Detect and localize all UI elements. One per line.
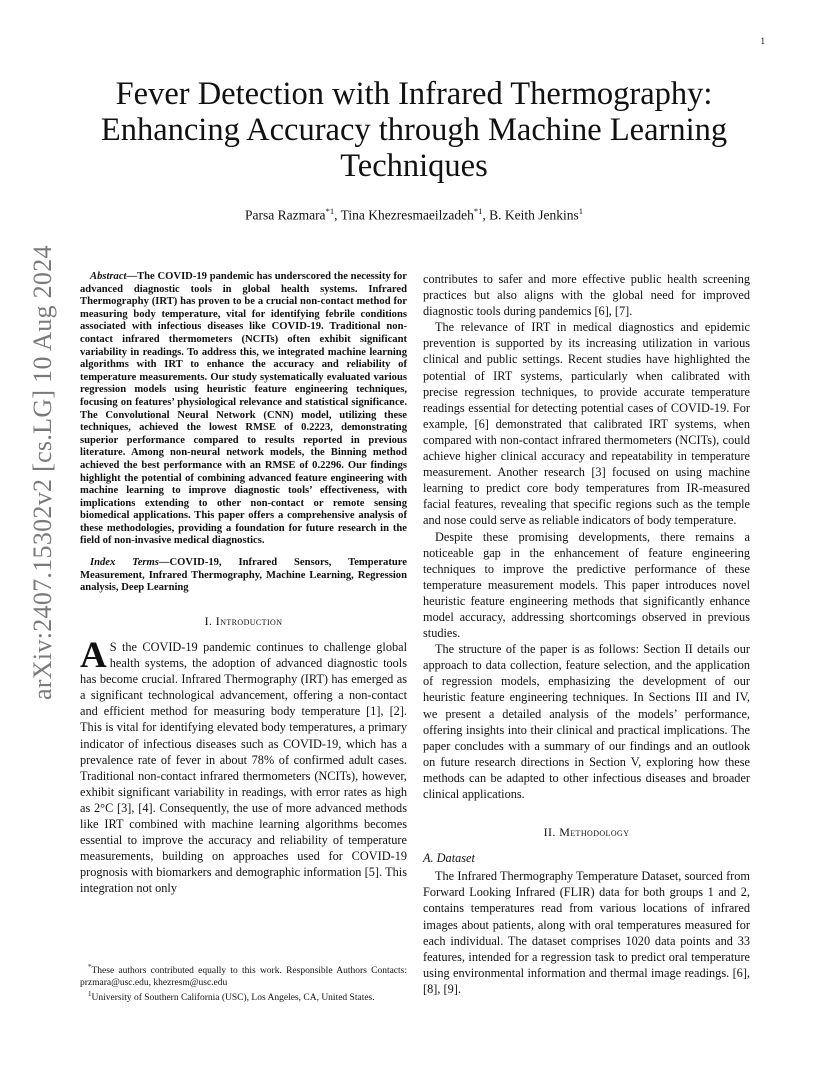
intro-paragraph-text: S the COVID-19 pandemic continues to challenge global health systems, the adoption of advanced diagnostic tools has become crucial. Infrared Thermography (IRT) has emerged as a significant technological advancement, offering a non-contact and efficient method for measuring body temperature [1], [2]. This is vital for identifying elevated body temperatures, a primary indicator of infectious diseases such as COVID-19, which has a prevalence rate of fever in about 78% of confirmed adult cases. Traditional non-contact infrared thermometers (NCITs), however, exhibit significant variability in readings, with error rates as high as 2°C [3], [4]. Consequently, the use of more advanced methods like IRT combined with machine learning algorithms becomes essential to improve the accuracy and reliability of temperature measurements, building on approaches used for COVID-19 prognosis with biomarkers and demographic information [5]. This integration not only <box>80 639 407 896</box>
footnote <box>80 962 407 989</box>
index-terms <box>80 557 407 595</box>
abstract-text: —The COVID-19 pandemic has underscored the necessity for advanced diagnostic tools in global health systems. Infrared Thermography (IRT) has proven to be a crucial non-contact method for measuring body temperature, vital for identifying febrile conditions associated with infectious diseases like COVID-19. Traditional non-contact infrared thermometers (NCITs) often exhibit significant variability in readings. To address this, we integrated machine learning algorithms with IRT to enhance the accuracy and reliability of temperature measurements. Our study systematically evaluated various regression models using heuristic feature engineering techniques, focusing on features’ physiological relevance and statistical significance. The Convolutional Neural Network (CNN) model, utilizing these techniques, achieved the lowest RMSE of 0.2223, demonstrating superior performance compared to results reported in previous literature. Among non-neural network models, the Binning method achieved the best performance with an RMSE of 0.2296. Our findings highlight the potential of combining advanced feature engineering with machine learning to improve diagnostic tools’ effectiveness, with implications extending to other non-contact or remote sensing biomedical applications. This paper offers a comprehensive analysis of these methodologies, providing a foundation for future research in the field of non-invasive medical diagnostics. <box>80 271 407 547</box>
author-name: B. Keith Jenkins <box>489 207 579 223</box>
abstract-label: Abstract <box>90 271 127 282</box>
arxiv-identifier: arXiv:2407.15302v2 [cs.LG] 10 Aug 2024 <box>28 245 57 700</box>
page-number: 1 <box>760 36 765 46</box>
section-heading-methodology: II. Methodology <box>543 825 630 840</box>
abstract <box>80 271 407 548</box>
author-separator: , <box>482 207 490 223</box>
index-terms-text: —COVID-19, Infrared Sensors, Temperature Measurement, Infrared Thermography, Machine Learning, Regression analysis, Deep Learning <box>80 557 407 594</box>
paper-title: Fever Detection with Infrared Thermography: Enhancing Accuracy through Machine Learning Techniques <box>100 76 728 184</box>
index-terms-label: Index Terms <box>90 557 159 569</box>
affiliation-mark: *1 <box>473 206 483 216</box>
drop-cap: A <box>80 634 107 676</box>
intro-paragraph-continued: contributes to safer and more effective public health screening practices but also aligns with the global need for improved diagnostic tools during pandemics [6], [7]. <box>423 272 750 319</box>
affiliation-mark: *1 <box>325 206 335 216</box>
intro-paragraph: Despite these promising developments, there remains a noticeable gap in the enhancement of feature engineering techniques to improve the predictive performance of these temperature measurement models. This paper introduces novel heuristic feature engineering methods that significantly enhance model accuracy, addressing shortcomings observed in previous studies. <box>423 529 750 641</box>
intro-paragraph: The relevance of IRT in medical diagnostics and epidemic prevention is supported by its increasing utilization in various clinical and public settings. Recent studies have highlighted the potential of IRT systems, particularly when calibrated with precise regression techniques, to provide accurate temperature readings essential for detecting potential cases of COVID-19. For example, [6] demonstrated that calibrated IRT systems, when compared with non-contact infrared thermometers (NCITs), could achieve higher clinical accuracy and repeatability in temperature measurement. Another research [3] focused on using machine learning to predict core body temperatures from IR-measured facial features, revealing that specific regions such as the temple and nose could serve as reliable indicators of body temperature. <box>423 320 750 528</box>
left-column <box>80 271 407 896</box>
author-name: Tina Khezresmaeilzadeh <box>340 207 474 223</box>
intro-paragraph: The structure of the paper is as follows: Section II details our approach to data collection, feature selection, and the application of regression models, emphasizing the development of our heuristic feature engineering techniques. In Sections III and IV, we present a detailed analysis of the models’ performance, offering insights into their clinical and practical implications. The paper concludes with a summary of our findings and an outlook on future research directions in Section V, exploring how these methods can be adapted to other infectious diseases and broader clinical applications. <box>423 642 750 801</box>
author-separator: , <box>334 207 341 223</box>
affiliation-mark: 1 <box>578 206 584 216</box>
right-column <box>423 271 750 997</box>
footnote-mark: 1 <box>88 990 92 999</box>
intro-paragraph <box>80 634 407 897</box>
footnote-mark: * <box>88 963 92 971</box>
section-heading-introduction: I. Introduction <box>204 613 283 628</box>
dataset-paragraph: The Infrared Thermography Temperature Dataset, sourced from Forward Looking Infrared (FLIR) data for both groups 1 and 2, contains temperatures read from various locations of infrared images about patients, along with oral temperatures measured for each individual. The dataset comprises 1020 data points and 33 features, intended for a regression task to predict oral temperature using environmental information and thermal image readings. [6], [8], [9]. <box>423 869 750 996</box>
subsection-heading-dataset: A. Dataset <box>423 851 475 866</box>
footnote-text: These authors contributed equally to this work. Responsible Authors Contacts: przmara@usc.edu, khezresm@usc.edu <box>80 966 407 988</box>
footnote-text: University of Southern California (USC), Los Angeles, CA, United States. <box>91 993 375 1004</box>
footnotes <box>80 962 407 1005</box>
footnote <box>80 989 407 1005</box>
author-name: Parsa Razmara <box>244 207 326 223</box>
author-list <box>60 206 768 224</box>
